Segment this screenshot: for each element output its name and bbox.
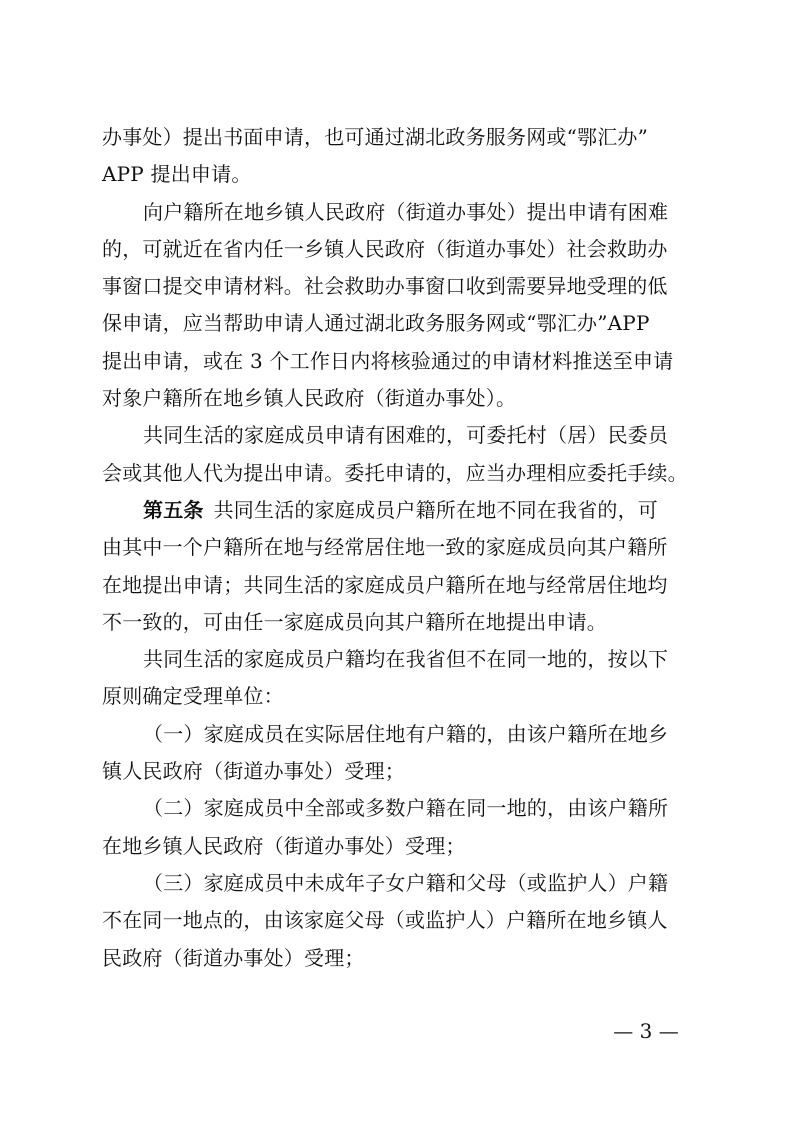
text-line: 保申请，应当帮助申请人通过湖北政务服务网或“鄂汇办”APP: [102, 311, 650, 336]
text-line: 不一致的，可由任一家庭成员向其户籍所在地提出申请。: [102, 609, 607, 634]
text-line: （一）家庭成员在实际居住地有户籍的，由该户籍所在地乡: [143, 721, 669, 746]
text-line: 对象户籍所在地乡镇人民政府（街道办事处）。: [102, 386, 517, 411]
text-line: 镇人民政府（街道办事处）受理；: [102, 759, 405, 784]
text-line: 由其中一个户籍所在地与经常居住地一致的家庭成员向其户籍所: [102, 535, 668, 560]
list-item: [102, 865, 700, 977]
text-line: （二）家庭成员中全部或多数户籍在同一地的，由该户籍所: [143, 796, 669, 821]
text-line: （三）家庭成员中未成年子女户籍和父母（或监护人）户籍: [143, 870, 669, 895]
text-line: 共同生活的家庭成员申请有困难的，可委托村（居）民委员: [143, 423, 669, 448]
text-line: 会或其他人代为提出申请。委托申请的，应当办理相应委托手续。: [102, 460, 688, 485]
text-line: 不在同一地点的，由该家庭父母（或监护人）户籍所在地乡镇人: [102, 908, 668, 933]
page-number: — 3 —: [613, 1019, 679, 1043]
text-line: 事窗口提交申请材料。社会救助办事窗口收到需要异地受理的低: [102, 274, 668, 299]
list-item: [102, 790, 700, 865]
paragraph: [102, 194, 700, 418]
paragraph: [102, 641, 700, 716]
text-line: 共同生活的家庭成员户籍均在我省但不在同一地的，按以下: [143, 647, 669, 672]
article-title: 第五条: [143, 497, 204, 522]
text-line: 在地提出申请；共同生活的家庭成员户籍所在地与经常居住地均: [102, 572, 668, 597]
text-line: 办事处）提出书面申请，也可通过湖北政务服务网或“鄂汇办”: [102, 125, 649, 149]
text-line: 提出申请，或在 3 个工作日内将核验通过的申请材料推送至申请: [102, 348, 674, 373]
text-line: 的，可就近在省内任一乡镇人民政府（街道办事处）社会救助办: [102, 236, 668, 261]
text-line: [102, 492, 700, 529]
paragraph: [102, 119, 700, 194]
paragraph: [102, 417, 700, 492]
text-line: APP 提出申请。: [102, 162, 252, 187]
list-item: [102, 716, 700, 791]
article-paragraph: [102, 492, 700, 641]
text-line: 在地乡镇人民政府（街道办事处）受理；: [102, 833, 466, 858]
text-line: 原则确定受理单位：: [102, 684, 284, 709]
text-line: 向户籍所在地乡镇人民政府（街道办事处）提出申请有困难: [143, 199, 669, 224]
article-text: 共同生活的家庭成员户籍所在地不同在我省的，可: [213, 497, 659, 522]
text-line: 民政府（街道办事处）受理；: [102, 945, 365, 970]
document-body: [102, 119, 700, 977]
